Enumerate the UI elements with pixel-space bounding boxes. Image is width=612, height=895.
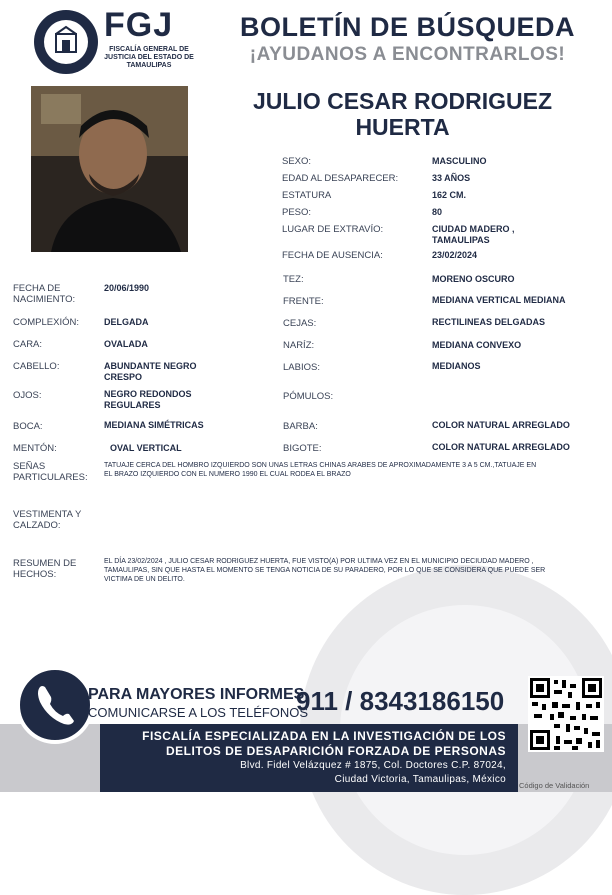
detail-value-nariz: MEDIANA CONVEXO [432, 340, 522, 350]
field-value-edad: 33 AÑOS [432, 173, 471, 183]
qr-label: Código de Validación [519, 781, 590, 790]
detail-value-cara: OVALADA [104, 339, 148, 349]
footer-address-line1: Blvd. Fidel Velázquez # 1875, Col. Doctores C.P. 87024, [240, 760, 506, 771]
phone-icon [16, 666, 94, 744]
field-value-fecha-ausencia: 23/02/2024 [432, 250, 478, 260]
detail-value-menton: OVAL VERTICAL [110, 443, 182, 453]
validation-qr-code[interactable] [528, 676, 604, 752]
contact-line1: PARA MAYORES INFORMES, [88, 686, 309, 703]
senas-label: SEÑAS PARTICULARES: [13, 461, 88, 483]
field-value-lugar: CIUDAD MADERO , TAMAULIPAS [432, 224, 515, 245]
detail-label-cara: CARA: [13, 339, 43, 350]
footer-office-line1: FISCALÍA ESPECIALIZADA EN LA INVESTIGACIÓN DE LOS [142, 729, 506, 743]
detail-label-ojos: OJOS: [13, 390, 42, 401]
detail-label-bigote: BIGOTE: [283, 443, 322, 454]
resumen-value: EL DÍA 23/02/2024 , JULIO CESAR RODRIGUEZ HUERTA, FUE VISTO(A) POR ULTIMA VEZ EN EL MUNICIPIO DECIUDAD MADERO , TAMAULIPAS, SIN QUE HASTA EL MOMENTO SE TENGA NOTICIA DE SU PARADERO, POR LO QUE SE CONSIDERA QUE PUEDE SER VICTIMA DE UN DELITO. [104, 558, 546, 583]
detail-label-frente: FRENTE: [283, 296, 324, 307]
detail-label-cabello: CABELLO: [13, 361, 60, 372]
field-label-sexo: SEXO: [282, 156, 312, 167]
fgj-logo-seal-icon [44, 20, 88, 64]
footer-office-line2: DELITOS DE DESAPARICIÓN FORZADA DE PERSONAS [166, 744, 506, 758]
detail-value-tez: MORENO OSCURO [432, 274, 515, 284]
detail-value-labios: MEDIANOS [432, 361, 481, 371]
person-name: JULIO CESAR RODRIGUEZ HUERTA [252, 88, 553, 140]
field-value-sexo: MASCULINO [432, 156, 487, 166]
detail-value-nacimiento: 20/06/1990 [104, 283, 150, 293]
page-title: BOLETÍN DE BÚSQUEDA [239, 12, 576, 42]
field-value-estatura: 162 CM. [432, 190, 467, 200]
missing-person-photo [31, 86, 188, 252]
contact-phone-number: 911 / 8343186150 [296, 686, 505, 716]
detail-label-boca: BOCA: [13, 421, 43, 432]
detail-value-frente: MEDIANA VERTICAL MEDIANA [432, 295, 566, 305]
detail-label-tez: TEZ: [283, 274, 304, 285]
page-subtitle: ¡AYUDANOS A ENCONTRARLOS! [249, 44, 566, 65]
detail-value-bigote: COLOR NATURAL ARREGLADO [432, 442, 570, 452]
logo-text: FGJ [104, 6, 174, 44]
field-label-lugar: LUGAR DE EXTRAVÍO: [282, 224, 384, 235]
detail-label-cejas: CEJAS: [283, 318, 317, 329]
detail-value-cabello: ABUNDANTE NEGRO CRESPO [104, 361, 197, 382]
field-label-edad: EDAD AL DESAPARECER: [282, 173, 399, 184]
field-label-estatura: ESTATURA [282, 190, 332, 201]
detail-value-cejas: RECTILINEAS DELGADAS [432, 317, 546, 327]
detail-label-nacimiento: FECHA DE NACIMIENTO: [13, 283, 76, 305]
vestimenta-label: VESTIMENTA Y CALZADO: [13, 509, 82, 531]
footer-address-line2: Ciudad Victoria, Tamaulipas, México [334, 774, 506, 785]
senas-value: TATUAJE CERCA DEL HOMBRO IZQUIERDO SON UNAS LETRAS CHINAS ARABES DE APROXIMADAMENTE 3 A 5 CM.,TATUAJE EN EL BRAZO IZQUIERDO CON EL NUMERO 1990 EL CUAL RODEA EL BRAZO [104, 462, 537, 478]
detail-label-labios: LABIOS: [283, 362, 320, 373]
resumen-label: RESUMEN DE HECHOS: [13, 558, 77, 580]
detail-label-nariz: NARÍZ: [283, 340, 315, 351]
detail-value-ojos: NEGRO REDONDOS REGULARES [104, 389, 192, 410]
detail-label-barba: BARBA: [283, 421, 318, 432]
detail-label-complexion: COMPLEXIÓN: [13, 317, 79, 328]
field-label-peso: PESO: [282, 207, 312, 218]
detail-value-boca: MEDIANA SIMÉTRICAS [104, 420, 204, 430]
detail-label-pomulos: PÓMULOS: [283, 391, 334, 402]
field-label-fecha-ausencia: FECHA DE AUSENCIA: [282, 250, 383, 261]
org-name: FISCALÍA GENERAL DE JUSTICIA DEL ESTADO DE TAMAULIPAS [104, 46, 194, 69]
detail-value-barba: COLOR NATURAL ARREGLADO [432, 420, 570, 430]
field-value-peso: 80 [432, 207, 443, 217]
detail-label-menton: MENTÓN: [13, 443, 57, 454]
detail-value-complexion: DELGADA [104, 317, 149, 327]
contact-line2: COMUNICARSE A LOS TELÉFONOS [88, 705, 309, 720]
